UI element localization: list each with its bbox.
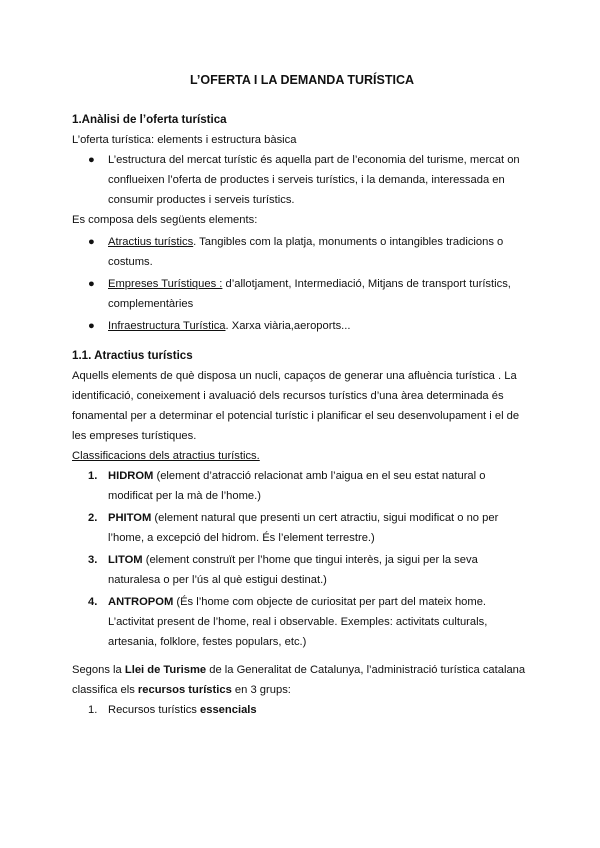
element-desc: . Xarxa viària,aeroports...: [225, 320, 351, 332]
section-1-subtitle: L’oferta turística: elements i estructura bàsica: [72, 134, 297, 146]
group-bold: essencials: [200, 704, 257, 716]
list-item: [72, 700, 532, 720]
structure-bullet-list: [72, 150, 532, 210]
item-desc: (element natural que presenti un cert atractiu, sigui modificat o no per l’home, a excepció del hidrom. És l’element terrestre.): [108, 512, 499, 544]
element-desc: . Tangibles com la platja, monuments o intangibles tradicions o costums.: [108, 236, 504, 268]
bullet-icon: ●: [88, 154, 95, 166]
law-text-3: en 3 grups:: [231, 684, 291, 696]
item-desc: (element d’atracció relacionat amb l’aigua en el seu estat natural o modificat per la mà de l’home.): [108, 470, 486, 502]
element-term: Infraestructura Turística: [108, 320, 226, 332]
item-term: LITOM: [108, 554, 143, 566]
item-term: PHITOM: [108, 512, 152, 524]
list-number: 4.: [88, 596, 98, 608]
list-number: 2.: [88, 512, 98, 524]
classifications-list: [72, 466, 532, 652]
composed-text: Es composa dels següents elements:: [72, 214, 258, 226]
law-text-2: de la Generalitat de Catalunya, l’administració turística catalana classifica els: [72, 664, 526, 696]
element-term: Empreses Turístiques :: [108, 278, 223, 290]
bullet-icon: ●: [88, 320, 95, 332]
section-1-1-heading: 1.1. Atractius turístics: [72, 349, 193, 362]
item-term: HIDROM: [108, 470, 154, 482]
list-number: 1.: [88, 704, 98, 716]
bullet-icon: ●: [88, 278, 95, 290]
item-desc: (element construït per l’home que tingui interès, ja sigui per la seva naturalesa o per l’ús al què estigui destinat.): [108, 554, 478, 586]
item-term: ANTROPOM: [108, 596, 174, 608]
law-text-1: Segons la: [72, 664, 125, 676]
list-item: [72, 550, 532, 590]
list-number: 1.: [88, 470, 98, 482]
elements-list: [72, 232, 532, 336]
list-item: [72, 592, 532, 652]
item-desc: (És l’home com objecte de curiositat per part del mateix home. L’activitat present de l’home, real i observable. Exemples: activitats culturals, artesania, folklore, festes populars, etc.): [108, 596, 488, 648]
section-1-heading: 1.Anàlisi de l’oferta turística: [72, 113, 227, 126]
page-title: L’OFERTA I LA DEMANDA TURÍSTICA: [189, 73, 415, 87]
list-number: 3.: [88, 554, 98, 566]
list-item: [72, 274, 532, 314]
section-1-1: [72, 346, 532, 654]
law-name: Llei de Turisme: [124, 664, 207, 676]
list-item: [72, 232, 532, 272]
group-text: Recursos turístics: [108, 704, 201, 716]
law-section: [72, 660, 532, 722]
list-item: [72, 466, 532, 506]
section-1-1-paragraph: Aquells elements de què disposa un nucli, capaços de generar una afluència turística . La identificació, coneixement i avaluació dels recursos turístics d’una àrea determinada és fonamental per a determinar el potencial turístic i planificar el seu desenvolupament i el de les empreses turístiques.: [72, 370, 520, 442]
law-resources: recursos turístics: [137, 684, 232, 696]
law-paragraph: [72, 660, 532, 700]
groups-list: [72, 700, 532, 720]
list-item: [72, 150, 532, 210]
element-desc: d’allotjament, Intermediació, Mitjans de transport turístics, complementàries: [108, 278, 511, 310]
bullet-icon: ●: [88, 236, 95, 248]
list-item-text: L’estructura del mercat turístic és aquella part de l’economia del turisme, mercat on conflueixen l’oferta de productes i serveis turístics, i la demanda, interessada en consumir productes i serveis turístics.: [108, 154, 520, 206]
element-term: Atractius turístics: [108, 236, 194, 248]
section-1: [72, 110, 532, 338]
classifications-heading: Classificacions dels atractius turístics.: [72, 450, 260, 462]
list-item: [72, 508, 532, 548]
list-item: [72, 316, 532, 336]
